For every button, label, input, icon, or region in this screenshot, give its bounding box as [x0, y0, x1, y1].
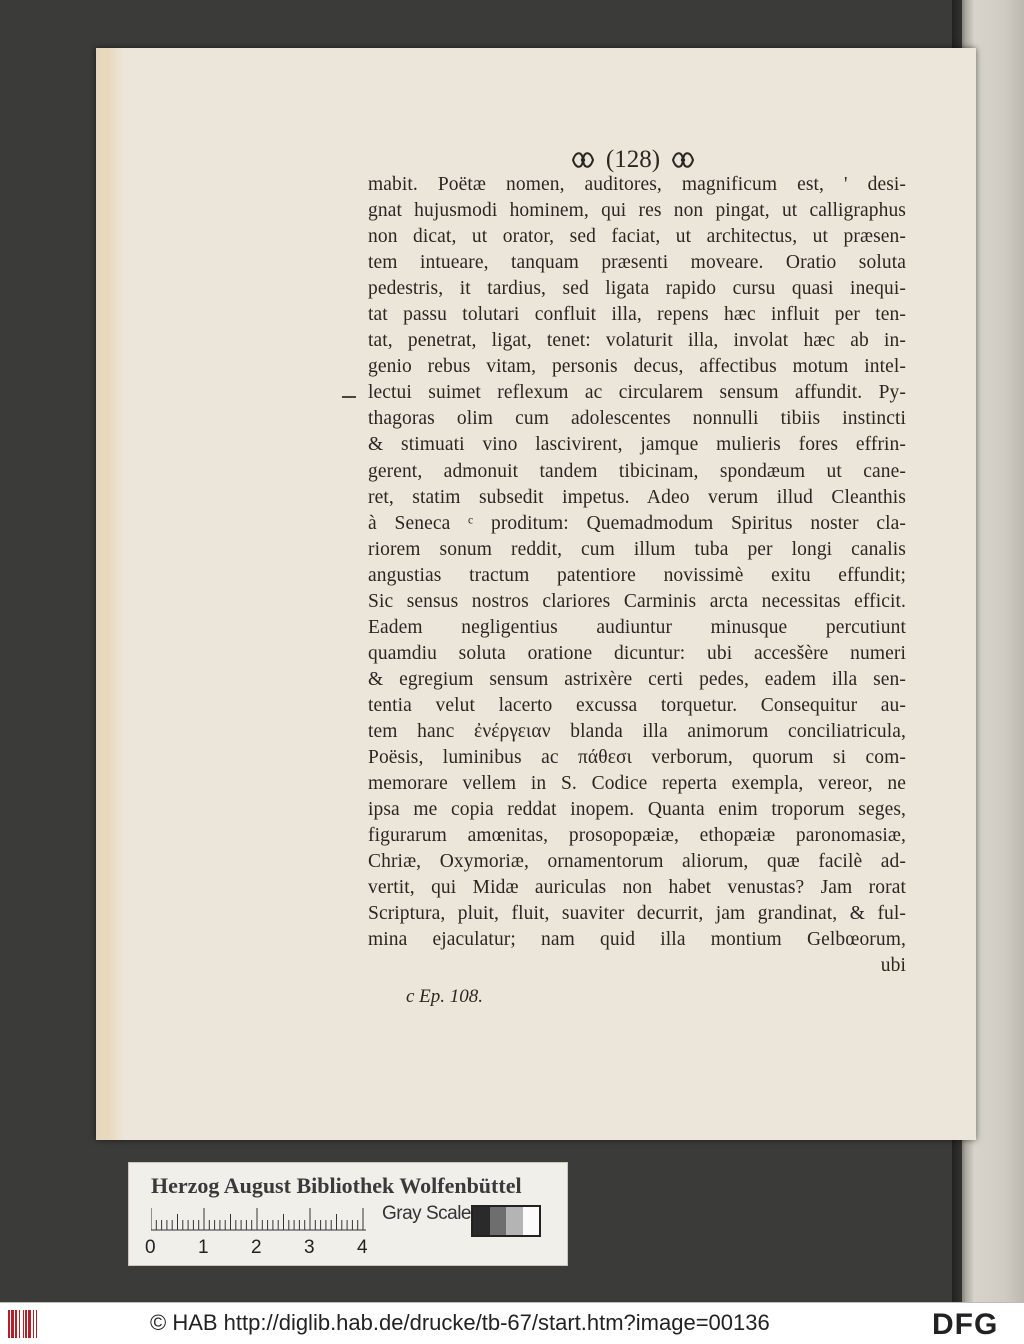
text-line: mabit. Poëtæ nomen, auditores, magnificum est, ' desi-: [368, 174, 906, 195]
text-line: riorem sonum reddit, cum illum tuba per longi canalis: [368, 538, 906, 560]
text-line: tem intueare, tanquam præsenti moveare. Oratio soluta: [368, 252, 906, 274]
swatch-white: [523, 1207, 540, 1235]
ornament-right-icon: [670, 149, 696, 171]
ruler-number: 1: [198, 1237, 209, 1258]
text-line: quamdiu soluta oratione dicuntur: ubi accesšère numeri: [368, 642, 906, 664]
footnote: c Ep. 108.: [406, 986, 484, 1007]
text-line: tem hanc ἐνέργειαν blanda illa animorum conciliatricula,: [368, 720, 906, 742]
text-line: non dicat, ut orator, sed faciat, ut architectus, ut præsen-: [368, 226, 906, 248]
text-line: lectui suimet reflexum ac circularem sensum affundit. Py-: [368, 382, 906, 404]
text-line: gnat hujusmodi hominem, qui res non pingat, ut calligraphus: [368, 200, 906, 222]
text-line: figurarum amœnitas, prosopopæiæ, ethopæiæ paronomasiæ,: [368, 825, 906, 847]
text-line: genio rebus vitam, personis decus, affectibus motum intel-: [368, 356, 906, 378]
text-line: Poësis, luminibus ac πάθεσι verborum, quorum si com-: [368, 747, 906, 769]
text-line: tat passu tolutari confluit illa, repens hæc influit per ten-: [368, 304, 906, 326]
text-line: & egregium sensum astrixère certi pedes, eadem illa sen-: [368, 668, 906, 690]
text-line: & stimuati vino lascivirent, jamque mulieris fores effrin-: [368, 434, 906, 456]
text-line: angustias tractum patentiore novissimè exitu effundit;: [368, 564, 906, 586]
text-line: tentia velut lacerto excussa torquetur. Consequitur au-: [368, 694, 906, 716]
text-line: Eadem negligentius audiuntur minusque percutiunt: [368, 616, 906, 638]
page-number: (128): [605, 146, 661, 173]
gray-scale-label: Gray Scale: [382, 1203, 471, 1224]
text-line: pedestris, it tardius, sed ligata rapido cursu quasi inequi-: [368, 278, 906, 300]
barcode-icon: [8, 1310, 48, 1338]
dfg-logo: DFG: [932, 1308, 999, 1341]
text-line: vertit, qui Midæ auriculas non habet venustas? Jam rorat: [368, 877, 906, 899]
ruler-number: 2: [251, 1237, 262, 1258]
text-line: mina ejaculatur; nam quid illa montium Gelbœorum,: [368, 929, 906, 951]
swatch-mid-gray: [506, 1207, 523, 1235]
color-reference-card: [128, 1162, 568, 1266]
ruler-number: 0: [145, 1237, 156, 1258]
page-edge: [96, 48, 124, 1140]
text-line: memorare vellem in S. Codice reperta exempla, vereor, ne: [368, 773, 906, 795]
footer-bar: [0, 1302, 1024, 1344]
text-line: tat, penetrat, ligat, tenet: volaturit illa, involat hæc ab in-: [368, 330, 906, 352]
text-line: Sic sensus nostros clariores Carminis arcta necessitas efficit.: [368, 590, 906, 612]
swatch-dark-gray: [490, 1207, 507, 1235]
ruler-number: 3: [304, 1237, 315, 1258]
swatch-black: [473, 1207, 490, 1235]
ruler-numbers: [145, 1237, 385, 1259]
text-line: ubi: [880, 955, 906, 977]
text-line: à Seneca ᶜ proditum: Quemadmodum Spiritus noster cla-: [368, 512, 906, 534]
text-line: Chriæ, Oxymoriæ, ornamentorum aliorum, quæ facilè ad-: [368, 851, 906, 873]
text-line: ret, statim subsedit impetus. Adeo verum illud Cleanthis: [368, 486, 906, 508]
text-line: gerent, admonuit tandem tibicinam, spondæum ut cane-: [368, 460, 906, 482]
margin-mark: [342, 396, 356, 398]
body-text: [368, 172, 906, 979]
ruler-scale: [151, 1207, 366, 1231]
text-line: thagoras olim cum adolescentes nonnulli tibiis instincti: [368, 408, 906, 430]
gray-scale-swatches: [471, 1205, 541, 1237]
library-name: Herzog August Bibliothek Wolfenbüttel: [151, 1173, 522, 1198]
copyright-url: © HAB http://diglib.hab.de/drucke/tb-67/start.htm?image=00136: [150, 1310, 770, 1335]
ruler-number: 4: [357, 1237, 368, 1258]
text-line: Scriptura, pluit, fluit, suaviter decurrit, jam grandinat, & ful-: [368, 903, 906, 925]
text-line: ipsa me copia reddat inopem. Quanta enim troporum seges,: [368, 799, 906, 821]
ornament-left-icon: [570, 149, 596, 171]
